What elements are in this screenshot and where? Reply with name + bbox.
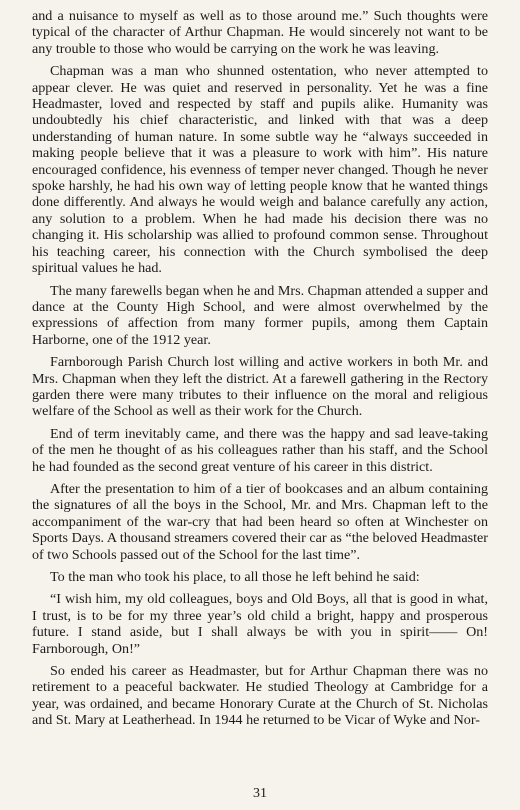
paragraph-6: After the presentation to him of a tier of bookcases and an album containing the signatures of all the boys in the School, Mr. and Mrs. Chapman left to the accompaniment of the war-cry that had been heard so often at Winchester on Sports Days. A thousand streamers covered their car as “the beloved Headmaster of two Schools passed out of the School for the last time”. [32, 480, 488, 563]
paragraph-1: and a nuisance to myself as well as to those around me.” Such thoughts were typical of the character of Arthur Chapman. He would sincerely not want to be any trouble to those who would be carrying on the work he was leaving. [32, 8, 488, 57]
paragraph-5: End of term inevitably came, and there was the happy and sad leave-taking of the men he thought of as his colleagues rather than his staff, and the School he had founded as the second great venture of his career in this district. [32, 425, 488, 475]
paragraph-3: The many farewells began when he and Mrs. Chapman attended a supper and dance at the County High School, and were almost overwhelmed by the expressions of affection from many former pupils, among them Captain Harborne, one of the 1912 year. [32, 282, 488, 348]
paragraph-9: So ended his career as Headmaster, but for Arthur Chapman there was no retirement to a peaceful backwater. He studied Theology at Cambridge for a year, was ordained, and became Honorary Curate at the Church of St. Nicholas and St. Mary at Leatherhead. In 1944 he returned to be Vicar of Wyke and Nor- [32, 663, 488, 729]
paragraph-7: To the man who took his place, to all those he left behind he said: [50, 569, 420, 585]
page-number: 31 [253, 786, 267, 801]
paragraph-2: Chapman was a man who shunned ostentation, who never attempted to appear clever. He was quiet and reserved in personality. Yet he was a fine Headmaster, loved and respected by staff and pupils alike. Humanity was undoubtedly his chief characteristic, and linked with that was a deep understanding of human nature. In some subtle way he “always succeeded in making people believe that it was a pleasure to work with him”. His nature encouraged confidence, his evenness of temper never changed. Though he never spoke harshly, he had his own way of letting people know that he wanted things done differently. And always he would weigh and balance carefully any action, any solution to a problem. When he had made his decision there was no changing it. His scholarship was allied to profound common sense. Throughout his teaching career, his connection with the Church symbolised the deep spiritual values he had. [32, 63, 488, 277]
paragraph-4: Farnborough Parish Church lost willing and active workers in both Mr. and Mrs. Chapman when they left the district. At a farewell gathering in the Rectory garden there were many tributes to their influence on the moral and religious welfare of the School as well as their work for the Church. [32, 354, 488, 420]
quote-paragraph: “I wish him, my old colleagues, boys and Old Boys, all that is good in what, I trust, is to be for my three year’s old child a bright, happy and prosperous future. I stand aside, but I shall always be with you in spirit—— On! Farnborough, On!” [32, 591, 488, 657]
